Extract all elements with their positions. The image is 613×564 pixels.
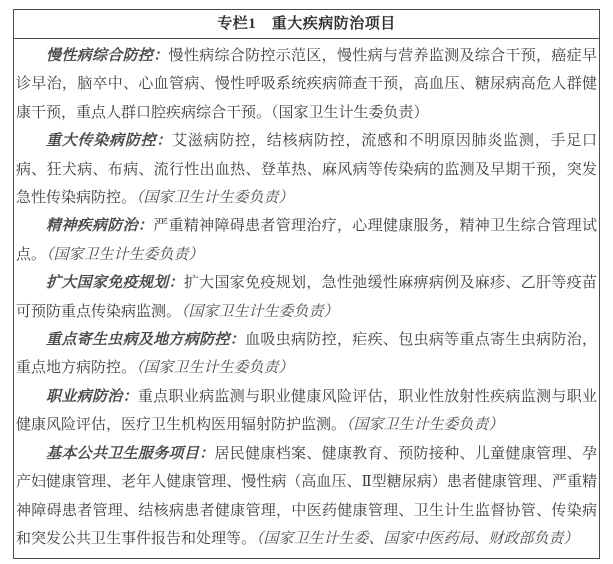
paragraph-lead: 精神疾病防治： [46, 218, 154, 235]
paragraph-text: 重点职业病监测与职业健康风险评估，职业性放射性疾病监测与职业健康风险评估，医疗卫生机构医用辐射防护监测。 [16, 388, 597, 434]
paragraph-lead: 重大传染病防控： [46, 133, 173, 150]
paragraph-lead: 基本公共卫生服务项目： [46, 445, 215, 462]
major-disease-panel [13, 9, 600, 559]
panel-title: 专栏1 重大疾病防治项目 [14, 10, 599, 39]
paragraph-basic-public-health-services [16, 440, 597, 554]
panel-body [14, 39, 599, 558]
paragraph-text: 扩大国家免疫规划，急性弛缓性麻痹病例及麻疹、乙肝等疫苗可预防重点传染病监测。 [16, 275, 597, 320]
paragraph-attribution: （国家卫生计生委负责） [346, 417, 504, 434]
paragraph-text: 居民健康档案、健康教育、预防接种、儿童健康管理、孕产妇健康管理、老年人健康管理、慢性病（高血压、Ⅱ型糖尿病）患者健康管理、严重精神障碍患者管理、结核病患者健康管理，中医药健康管理、卫生计生监督协管、传染病和突发公共卫生事件报告和处理等。 [16, 445, 597, 547]
paragraph-text: 艾滋病防控，结核病防控，流感和不明原因肺炎监测，手足口病、狂犬病、布病、流行性出血热、登革热、麻风病等传染病的监测及早期干预，突发急性传染病防控。 [16, 133, 597, 207]
paragraph-attribution: （国家卫生计生委负责） [136, 190, 294, 207]
paragraph-major-infectious-disease [16, 127, 597, 212]
paragraph-occupational-disease [16, 383, 597, 440]
paragraph-attribution: （国家卫生计生委负责） [46, 246, 204, 263]
paragraph-text: 慢性病综合防控示范区，慢性病与营养监测及综合干预，癌症早诊早治，脑卒中、心血管病、慢性呼吸系统疾病筛查干预，高血压、糖尿病高危人群健康干预，重点人群口腔疾病综合干预。 [16, 48, 597, 121]
paragraph-parasitic-endemic-disease [16, 326, 597, 383]
paragraph-immunization-program [16, 269, 597, 326]
paragraph-mental-illness [16, 212, 597, 269]
paragraph-attribution: （国家卫生计生委负责） [181, 303, 339, 320]
paragraph-chronic-disease-control [16, 42, 597, 127]
paragraph-text: 严重精神障碍患者管理治疗，心理健康服务，精神卫生综合管理试点。 [16, 218, 597, 263]
paragraph-lead: 扩大国家免疫规划： [46, 275, 184, 292]
paragraph-attribution: （国家卫生计生委、国家中医药局、财政部负责） [256, 530, 579, 547]
paragraph-lead: 重点寄生虫病及地方病防控： [46, 332, 246, 349]
paragraph-text: 血吸虫病防控，疟疾、包虫病等重点寄生虫病防治，重点地方病防控。 [16, 332, 597, 377]
paragraph-lead: 慢性病综合防控： [46, 48, 169, 64]
paragraph-attribution: （国家卫生计生委负责） [271, 104, 429, 121]
paragraph-attribution: （国家卫生计生委负责） [136, 360, 294, 377]
paragraph-lead: 职业病防治： [46, 388, 138, 405]
